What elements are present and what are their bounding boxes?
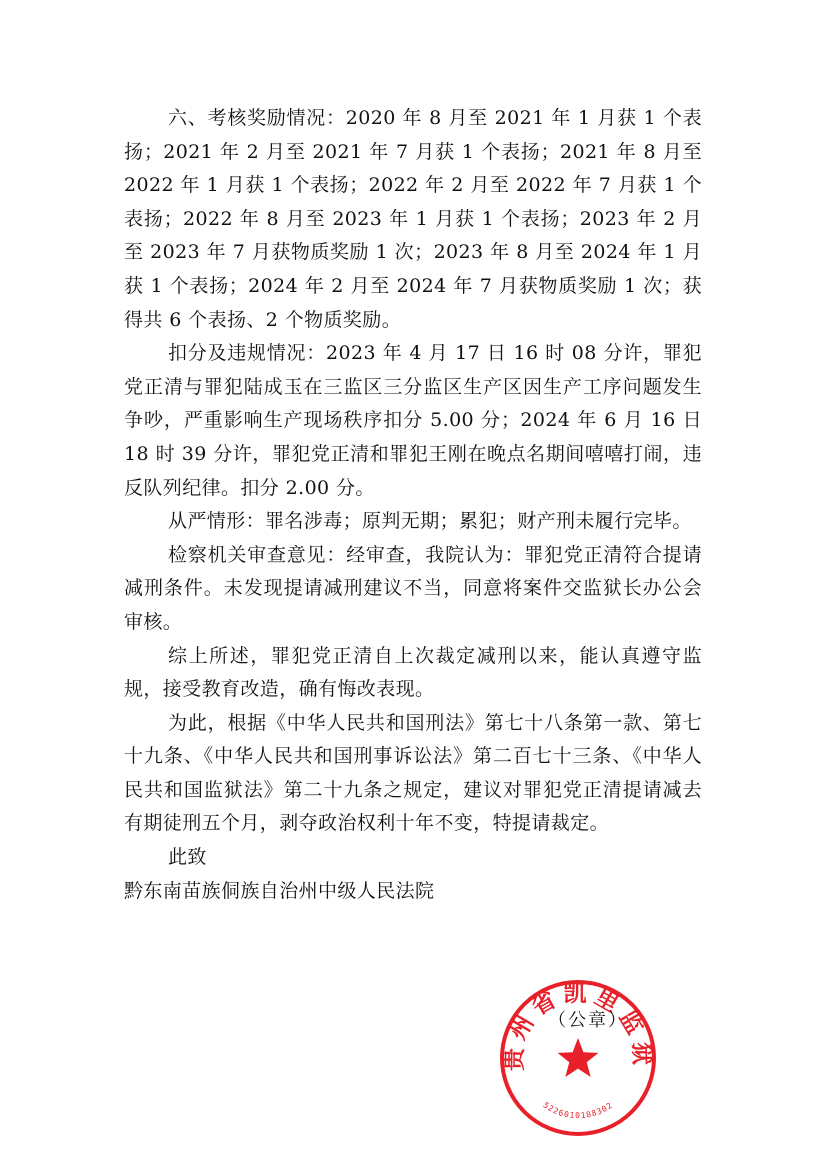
document-body — [124, 102, 702, 908]
salutation: 此致 — [168, 846, 207, 869]
paragraph-rewards: 六、考核奖励情况：2020 年 8 月至 2021 年 1 月获 1 个表扬；2021 年 2 月至 2021 年 7 月获 1 个表扬；2021 年 8 月至 2022 年 1 月获 1 个表扬；2022 年 2 月至 2022 年 7 月获 1 个表扬；2022 年 8 月至 2023 年 1 月获 1 个表扬；2023 年 2 月至 2023 年 7 月获物质奖励 1 次；2023 年 8 月至 2024 年 1 月获 1 个表扬；2024 年 2 月至 2024 年 7 月获物质奖励 1 次；获得共 6 个表扬、2 个物质奖励。 — [124, 107, 702, 331]
paragraph-strict-circumstances: 从严情形：罪名涉毒；原判无期；累犯；财产刑未履行完毕。 — [168, 510, 692, 533]
official-seal-stamp — [498, 978, 658, 1138]
seal-label: （公章） — [548, 1010, 628, 1031]
paragraph-recommendation: 为此，根据《中华人民共和国刑法》第七十八条第一款、第七十九条、《中华人民共和国刑事诉讼法》第二百七十三条、《中华人民共和国监狱法》第二十九条之规定，建议对罪犯党正清提请减去有期徒刑五个月，剥夺政治权利十年不变，特提请裁定。 — [124, 711, 702, 835]
addressee: 黔东南苗族侗族自治州中级人民法院 — [124, 879, 435, 902]
seal-code-number: 5226010188302 — [541, 1100, 615, 1121]
paragraph-deductions: 扣分及违规情况：2023 年 4 月 17 日 16 时 08 分许，罪犯党正清与罪犯陆成玉在三监区三分监区生产区因生产工序问题发生争吵，严重影响生产现场秩序扣分 5.00 分；2024 年 6 月 16 日 18 时 39 分许，罪犯党正清和罪犯王刚在晚点名期间嘻嘻打闹，违反队列纪律。扣分 2.00 分。 — [124, 342, 702, 499]
paragraph-summary: 综上所述，罪犯党正清自上次裁定减刑以来，能认真遵守监规，接受教育改造，确有悔改表现。 — [124, 644, 702, 701]
seal-organization-name: 贵州省凯里监狱 — [501, 981, 655, 1072]
seal-star-icon — [558, 1038, 599, 1077]
paragraph-procuratorate-opinion: 检察机关审查意见：经审查，我院认为：罪犯党正清符合提请减刑条件。未发现提请减刑建议不当，同意将案件交监狱长办公会审核。 — [124, 543, 702, 633]
